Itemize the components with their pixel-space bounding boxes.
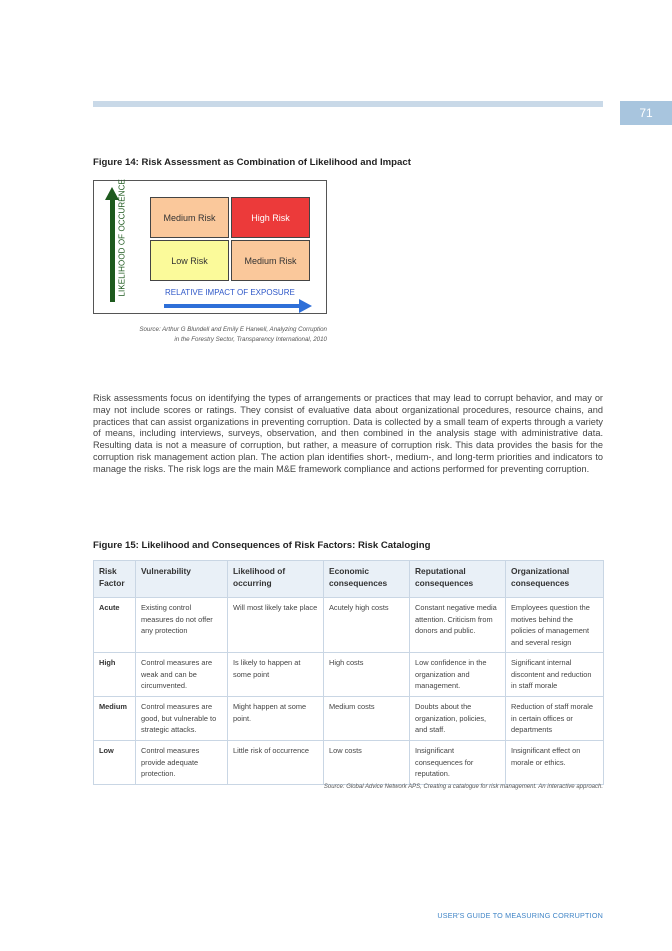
- header-economic: Economic consequences: [324, 561, 410, 598]
- y-axis-arrow: [110, 199, 115, 302]
- risk-factor-cell: Medium: [94, 697, 136, 741]
- table-cell: Might happen at some point.: [228, 697, 324, 741]
- table-cell: Constant negative media attention. Criticism from donors and public.: [410, 598, 506, 653]
- table-cell: Existing control measures do not offer any protection: [136, 598, 228, 653]
- table-row: [94, 741, 604, 785]
- table-cell: Is likely to happen at some point: [228, 653, 324, 697]
- table-row: [94, 598, 604, 653]
- figure-14-source: [120, 325, 327, 345]
- table-cell: Insignificant effect on morale or ethics.: [506, 741, 604, 785]
- body-paragraph: Risk assessments focus on identifying the types of arrangements or practices that may lead to corrupt behavior, and may or may not include scores or ratings. They consist of evaluative data about organizational procedures, resource chains, and practices that can assist organizations in preventing corruption. Data is collected by a small team of experts through a variety of means, including interviews, surveys, observation, and then combined in the analysis stage with administrative data. Resulting data is not a measure of corruption, but rather, a measure of corruption risk. This data provides the basis for the corruption risk management action plan. The action plan identifies short-, medium-, and long-term priorities and indicators to manage the risks. The risk logs are the main M&E framework compliance and actions performed for preventing corruption.: [93, 393, 603, 474]
- source-line-1: Source: Arthur G Blundell and Emily E Harwell, Analyzing Corruption: [139, 326, 327, 333]
- table-cell: Medium costs: [324, 697, 410, 741]
- x-axis-arrow: [164, 304, 300, 308]
- table-cell: Control measures provide adequate protection.: [136, 741, 228, 785]
- table-cell: Acutely high costs: [324, 598, 410, 653]
- y-axis-label: LIKELIHOOD OF OCCURENCE: [117, 179, 127, 297]
- table-cell: Employees question the motives behind the policies of management and several resign: [506, 598, 604, 653]
- header-reputational: Reputational consequences: [410, 561, 506, 598]
- cell-medium-risk-bottom: Medium Risk: [231, 240, 310, 281]
- table-cell: High costs: [324, 653, 410, 697]
- table-cell: Control measures are good, but vulnerable to strategic attacks.: [136, 697, 228, 741]
- header-rule: [93, 101, 603, 107]
- table-cell: Low confidence in the organization and management.: [410, 653, 506, 697]
- header-organizational: Organizational consequences: [506, 561, 604, 598]
- risk-factor-cell: Low: [94, 741, 136, 785]
- table-cell: Low costs: [324, 741, 410, 785]
- table-cell: Reduction of staff morale in certain offices or departments: [506, 697, 604, 741]
- table-cell: Insignificant consequences for reputation.: [410, 741, 506, 785]
- header-likelihood: Likelihood of occurring: [228, 561, 324, 598]
- figure-15-title: Figure 15: Likelihood and Consequences of Risk Factors: Risk Cataloging: [93, 540, 431, 551]
- table-cell: Doubts about the organization, policies, and staff.: [410, 697, 506, 741]
- risk-factor-cell: High: [94, 653, 136, 697]
- footer-title: USER'S GUIDE TO MEASURING CORRUPTION: [437, 911, 603, 920]
- risk-factor-cell: Acute: [94, 598, 136, 653]
- table-cell: Little risk of occurrence: [228, 741, 324, 785]
- figure-14-title: Figure 14: Risk Assessment as Combination of Likelihood and Impact: [93, 157, 411, 168]
- figure-15-source: Source: Global Advice Network APS, Creating a catalogue for risk management. An interactive approach.: [323, 784, 603, 790]
- header-risk-factor: Risk Factor: [94, 561, 136, 598]
- risk-matrix: [93, 180, 327, 314]
- table-cell: Control measures are weak and can be circumvented.: [136, 653, 228, 697]
- x-axis-label: RELATIVE IMPACT OF EXPOSURE: [165, 288, 295, 297]
- cell-medium-risk-top: Medium Risk: [150, 197, 229, 238]
- table-cell: Will most likely take place: [228, 598, 324, 653]
- table-row: [94, 697, 604, 741]
- table-row: [94, 653, 604, 697]
- cell-low-risk: Low Risk: [150, 240, 229, 281]
- risk-catalog-table: [93, 560, 604, 785]
- cell-high-risk: High Risk: [231, 197, 310, 238]
- table-cell: Significant internal discontent and reduction in staff morale: [506, 653, 604, 697]
- page-number: 71: [620, 101, 672, 125]
- x-axis-arrow-head: [299, 299, 312, 313]
- source-line-2: in the Forestry Sector, Transparency International, 2010: [174, 336, 327, 343]
- table-header-row: [94, 561, 604, 598]
- header-vulnerability: Vulnerability: [136, 561, 228, 598]
